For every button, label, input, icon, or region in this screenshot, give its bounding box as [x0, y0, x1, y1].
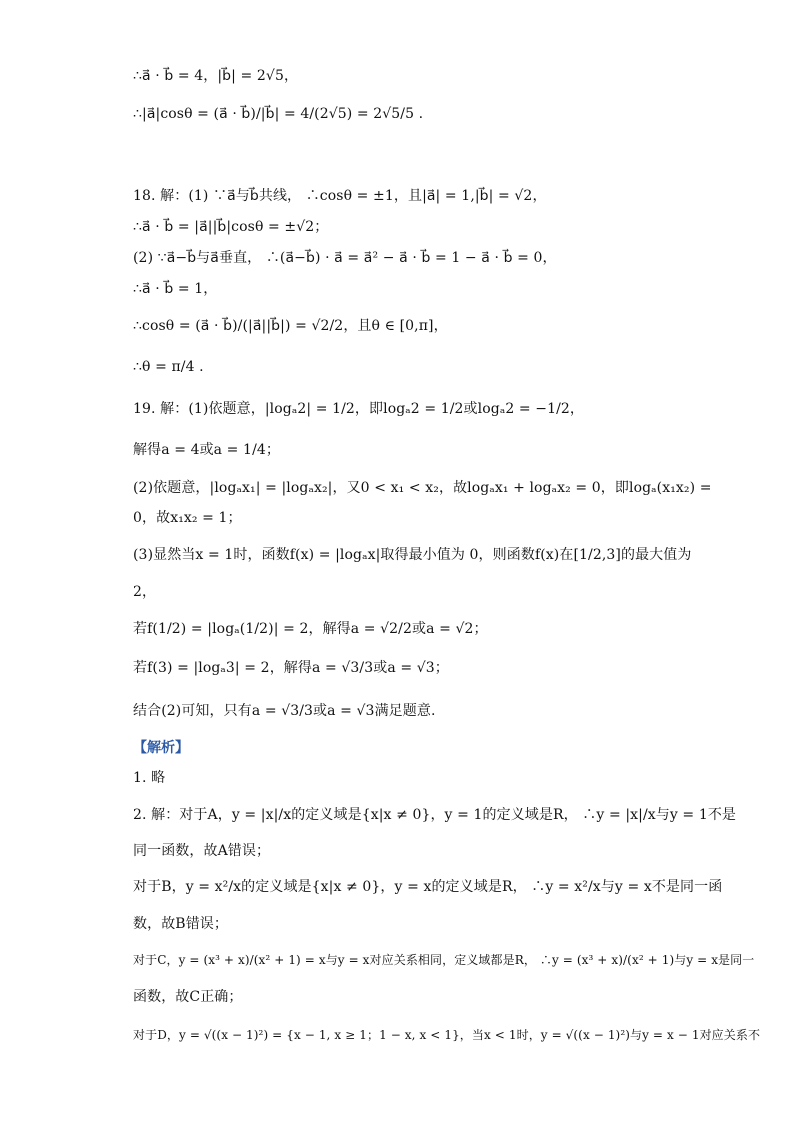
text-line: 2. 解：对于A，y = |x|/x的定义域是{x|x ≠ 0}，y = 1的定义域是R， ∴y = |x|/x与y = 1不是 — [133, 807, 737, 823]
text-line: 19. 解：(1)依题意，|logₐ2| = 1/2，即logₐ2 = 1/2或logₐ2 = −1/2， — [133, 401, 585, 417]
text-line: 解得a = 4或a = 1/4； — [133, 442, 280, 458]
text-line: 结合(2)可知，只有a = √3/3或a = √3满足题意. — [133, 703, 436, 719]
text-line: (2) ∵a⃗−b⃗与a⃗垂直， ∴(a⃗−b⃗) · a⃗ = a⃗² − a⃗ · b⃗ = 1 − a⃗ · b⃗ = 0， — [133, 250, 557, 266]
text-line: 18. 解：(1) ∵a⃗与b⃗共线， ∴cosθ = ±1，且|a⃗| = 1,|b⃗| = √2， — [133, 188, 547, 204]
text-line: 1. 略 — [133, 770, 166, 786]
text-line: (3)显然当x = 1时，函数f(x) = |logₐx|取得最小值为 0，则函数f(x)在[1/2,3]的最大值为 — [133, 547, 692, 563]
text-line: ∴|a⃗|cosθ = (a⃗ · b⃗)/|b⃗| = 4/(2√5) = 2√5/5 . — [133, 106, 424, 122]
text-line: 数，故B错误； — [133, 916, 228, 932]
text-line: 对于C，y = (x³ + x)/(x² + 1) = x与y = x对应关系相同，定义域都是R， ∴y = (x³ + x)/(x² + 1)与y = x是同一 — [133, 953, 755, 967]
text-line: ∴a⃗ · b⃗ = |a⃗||b⃗|cosθ = ±√2； — [133, 219, 329, 235]
text-line: ∴cosθ = (a⃗ · b⃗)/(|a⃗||b⃗|) = √2/2，且θ ∈ [0,π]， — [133, 318, 448, 334]
text-line: (2)依题意，|logₐx₁| = |logₐx₂|，又0 < x₁ < x₂，故logₐx₁ + logₐx₂ = 0，即logₐ(x₁x₂) = — [133, 480, 712, 496]
text-line: 对于D，y = √((x − 1)²) = {x − 1, x ≥ 1；1 − x, x < 1}，当x < 1时，y = √((x − 1)²)与y = x − 1对应关系不 — [133, 1028, 761, 1042]
text-line: 0，故x₁x₂ = 1； — [133, 510, 242, 526]
text-line: 函数，故C正确； — [133, 989, 243, 1005]
text-line: 对于B，y = x²/x的定义域是{x|x ≠ 0}，y = x的定义域是R， ∴y = x²/x与y = x不是同一函 — [133, 879, 723, 895]
text-line: ∴a⃗ · b⃗ = 1， — [133, 281, 218, 297]
text-line: 2， — [133, 584, 157, 600]
text-line: ∴θ = π/4 . — [133, 359, 204, 375]
text-line: 若f(3) = |logₐ3| = 2，解得a = √3/3或a = √3； — [133, 660, 449, 676]
text-line: 若f(1/2) = |logₐ(1/2)| = 2，解得a = √2/2或a = √2； — [133, 621, 488, 637]
text-line: ∴a⃗ · b⃗ = 4，|b⃗| = 2√5， — [133, 68, 299, 84]
text-line: 同一函数，故A错误； — [133, 843, 271, 859]
analysis-heading: 【解析】 — [133, 740, 189, 756]
